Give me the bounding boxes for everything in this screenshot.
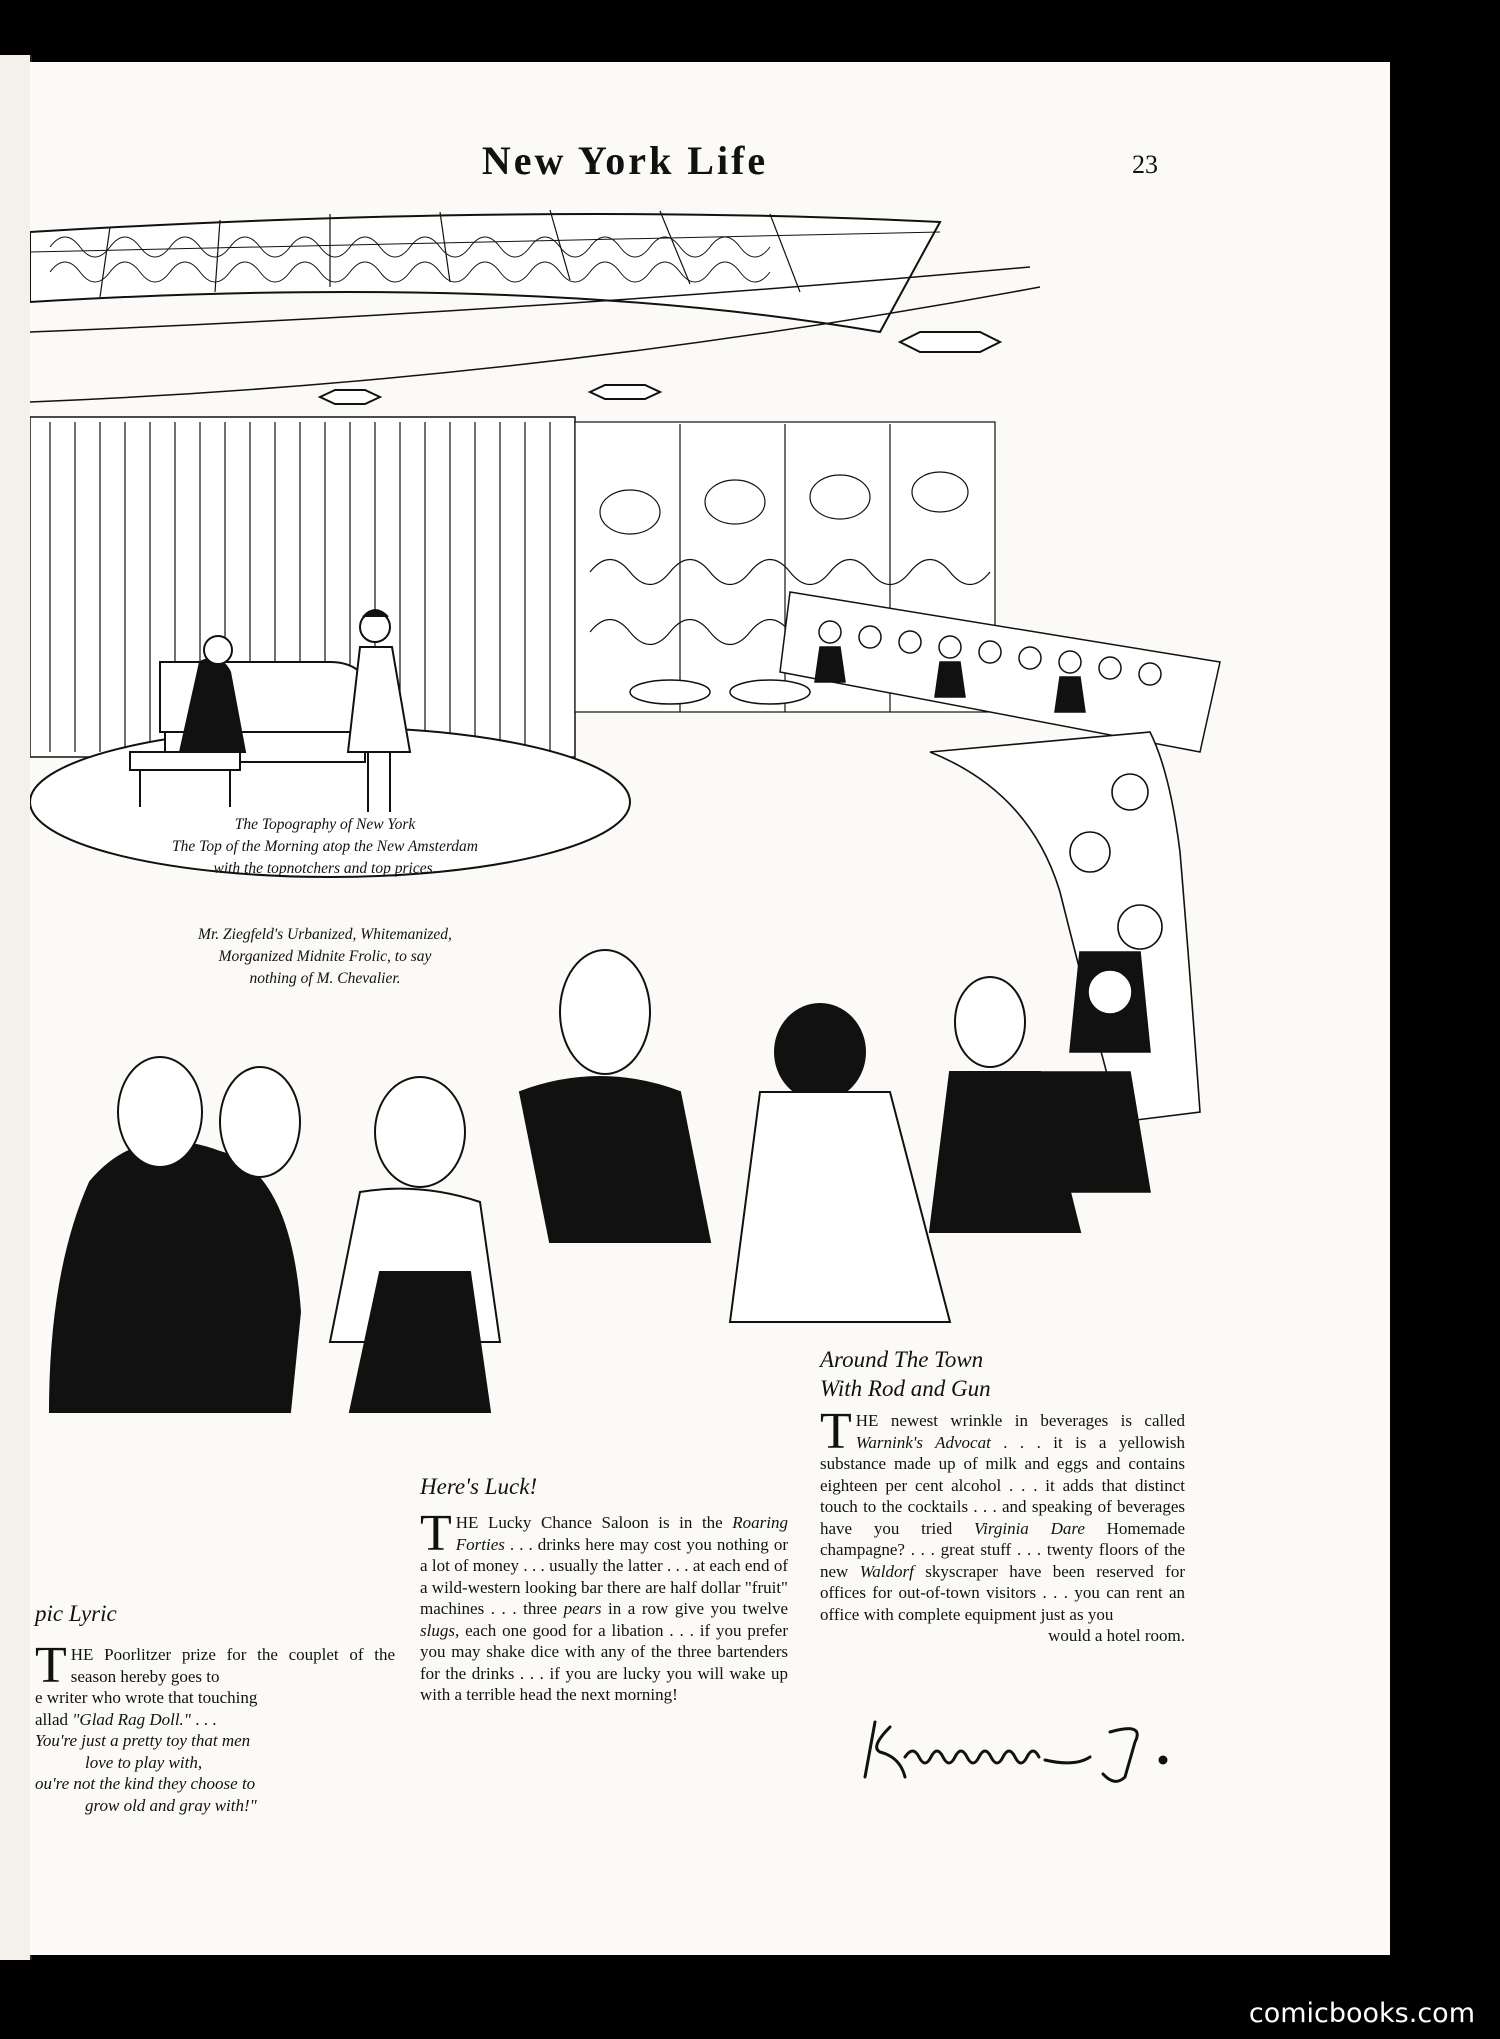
dropcap: T xyxy=(420,1505,452,1562)
page-title: New York Life xyxy=(481,138,769,183)
caption-line: The Topography of New York xyxy=(234,816,416,833)
magazine-page xyxy=(30,62,1390,1955)
author-signature xyxy=(845,1702,1205,1792)
caption-line: nothing of M. Chevalier. xyxy=(249,970,401,987)
ceiling-lamp xyxy=(590,385,660,399)
around-town-body: THE newest wrinkle in beverages is called Warnink's Advocat . . . it is a yellowish substance made up of milk and eggs and contains eighteen per cent alcohol . . . it adds that distinct touch to the cocktails . . . and speaking of beverages have you tried Virginia Dare Homemade champagne? . . . great stuff . . . twenty floors of the new Waldorf skyscraper have been reserved for offices for out-of-town visitors . . . you can rent an office with complete equipment just as you would a hotel room. xyxy=(820,1403,1185,1645)
heres-luck-body: THE Lucky Chance Saloon is in the Roaring Forties . . . drinks here may cost you nothing or a lot of money . . . usually the latter . . . at each end of a wild-western looking bar there are half dollar "fruit" machines . . . three pears in a row give you twelve slugs, each one good for a libation . . . if you prefer you may shake dice with any of the three bartenders for the drinks . . . if you are lucky you will wake up with a terrible head the next morning! xyxy=(420,1505,788,1704)
ceiling-lamp xyxy=(320,390,380,404)
dropcap: T xyxy=(35,1637,67,1694)
illustration-caption xyxy=(135,814,515,880)
foreground-diners xyxy=(50,950,1080,1412)
watermark: comicbooks.com xyxy=(1248,1998,1475,2029)
caption-line: Mr. Ziegfeld's Urbanized, Whitemanized, xyxy=(198,926,452,943)
caption-line: The Top of the Morning atop the New Amsterdam xyxy=(172,838,478,855)
page-number: 23 xyxy=(1132,150,1158,179)
around-town-heading: Around The Town With Rod and Gun xyxy=(820,1347,991,1401)
caption-line: Morganized Midnite Frolic, to say xyxy=(218,948,432,965)
ceiling-dome xyxy=(30,214,940,332)
verse-line: You're just a pretty toy that men xyxy=(35,1731,251,1750)
epic-lyric-heading: pic Lyric xyxy=(35,1601,117,1626)
dropcap: T xyxy=(820,1403,852,1460)
verse-line: grow old and gray with!" xyxy=(85,1795,257,1815)
piano-bench xyxy=(130,752,240,770)
verse-line: ou're not the kind they choose to xyxy=(35,1774,256,1793)
heres-luck-heading: Here's Luck! xyxy=(420,1474,538,1499)
left-page-edge xyxy=(0,55,32,1960)
illustration-caption-secondary xyxy=(160,924,490,990)
caption-line: with the topnotchers and top prices. xyxy=(213,860,437,877)
nightclub-illustration xyxy=(30,192,1390,1432)
epic-lyric-body: THE Poorlitzer prize for the couplet of the season hereby goes to e writer who wrote that touching allad "Glad Rag Doll." . . . You're just a pretty toy that men love to play with, ou're not the kind they choose to grow old and gray with!" xyxy=(35,1637,395,1815)
verse-line: love to play with, xyxy=(85,1752,203,1772)
ceiling-lamp xyxy=(900,332,1000,352)
